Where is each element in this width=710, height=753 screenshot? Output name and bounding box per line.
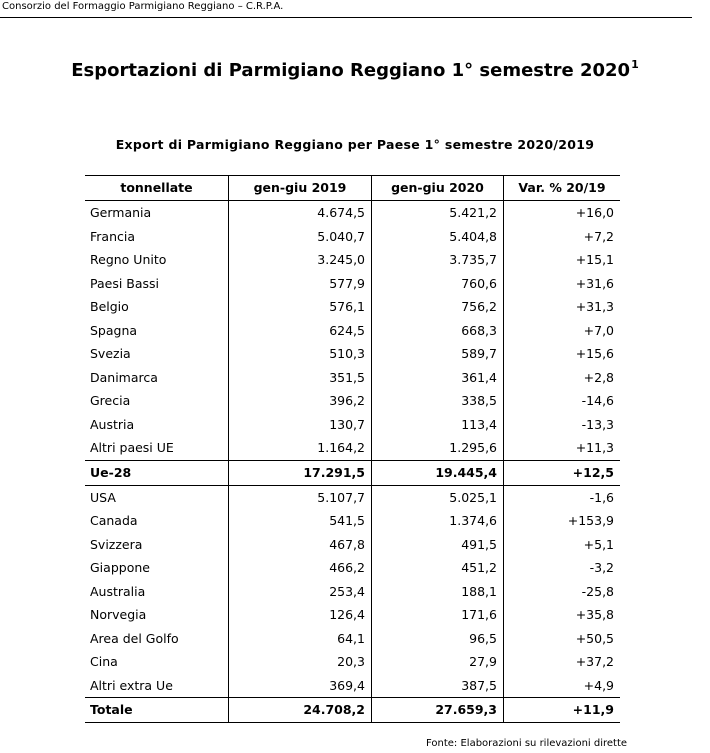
column-header-unit: tonnellate [85,176,229,201]
table-row [85,248,620,272]
value-2019-cell: 467,8 [229,533,372,557]
column-header-change: Var. % 20/19 [504,176,621,201]
column-header-2019: gen-giu 2019 [229,176,372,201]
value-2020-cell: 27,9 [372,650,504,674]
table-body [85,201,620,723]
change-pct-cell: +153,9 [504,509,621,533]
change-pct-cell: -14,6 [504,389,621,413]
change-pct-cell: +7,0 [504,319,621,343]
change-pct-cell: -3,2 [504,556,621,580]
value-2019-cell: 4.674,5 [229,201,372,225]
table-caption: Export di Parmigiano Reggiano per Paese 1° semestre 2020/2019 [115,137,595,152]
country-cell: Svizzera [90,536,143,552]
value-2019-cell: 624,5 [229,319,372,343]
source-note: Fonte: Elaborazioni su rilevazioni dirette [426,738,628,749]
value-2019-cell: 576,1 [229,295,372,319]
change-pct-cell: +5,1 [504,533,621,557]
change-pct-cell: +31,6 [504,272,621,296]
value-2020-cell: 760,6 [372,272,504,296]
change-pct-cell: -1,6 [504,485,621,509]
country-cell: Giappone [90,560,150,575]
value-2020-cell: 5.025,1 [372,485,504,509]
table-row [85,650,620,674]
country-cell: Svezia [90,346,131,361]
country-cell: Paesi Bassi [90,275,160,291]
table-header-row [85,176,620,201]
value-2019-cell: 130,7 [229,413,372,437]
table-row [85,603,620,627]
value-2020-cell: 491,5 [372,533,504,557]
country-cell: Grecia [90,393,131,408]
value-2020-cell: 668,3 [372,319,504,343]
column-header-2020: gen-giu 2020 [372,176,504,201]
value-2019-cell: 17.291,5 [229,460,372,485]
change-pct-cell: +37,2 [504,650,621,674]
country-cell: Germania [90,205,152,220]
value-2020-cell: 188,1 [372,580,504,604]
value-2020-cell: 338,5 [372,389,504,413]
value-2019-cell: 466,2 [229,556,372,580]
value-2020-cell: 3.735,7 [372,248,504,272]
organization-name: Consorzio del Formaggio Parmigiano Reggiano – C.R.P.A. [2,1,284,12]
value-2020-cell: 5.421,2 [372,201,504,225]
value-2020-cell: 27.659,3 [372,698,504,723]
country-cell: Area del Golfo [90,630,179,646]
value-2019-cell: 351,5 [229,366,372,390]
value-2020-cell: 1.374,6 [372,509,504,533]
table-row [85,556,620,580]
value-2019-cell: 126,4 [229,603,372,627]
country-cell: Regno Unito [90,252,167,267]
value-2020-cell: 19.445,4 [372,460,504,485]
change-pct-cell: +12,5 [504,460,621,485]
value-2019-cell: 64,1 [229,627,372,651]
country-cell: Francia [90,228,136,244]
value-2019-cell: 253,4 [229,580,372,604]
country-cell: Totale [85,698,229,723]
table-row [85,509,620,533]
country-cell: Cina [90,654,118,669]
country-cell: Belgio [90,299,129,314]
table-row [85,389,620,413]
export-table [85,175,620,723]
value-2020-cell: 756,2 [372,295,504,319]
value-2019-cell: 577,9 [229,272,372,296]
page-title [0,60,710,81]
change-pct-cell: +15,1 [504,248,621,272]
value-2020-cell: 387,5 [372,674,504,698]
change-pct-cell: +50,5 [504,627,621,651]
value-2019-cell: 1.164,2 [229,436,372,460]
value-2019-cell: 3.245,0 [229,248,372,272]
value-2019-cell: 396,2 [229,389,372,413]
table-row [85,342,620,366]
country-cell: Spagna [90,322,138,338]
value-2020-cell: 96,5 [372,627,504,651]
change-pct-cell: +35,8 [504,603,621,627]
change-pct-cell: +15,6 [504,342,621,366]
change-pct-cell: -25,8 [504,580,621,604]
country-cell: Norvegia [90,607,147,622]
footnote-marker: 1 [631,58,639,71]
table-row [85,413,620,437]
table-row [85,366,620,390]
change-pct-cell: +11,3 [504,436,621,460]
country-cell: Danimarca [90,369,158,385]
value-2020-cell: 1.295,6 [372,436,504,460]
value-2019-cell: 369,4 [229,674,372,698]
table-row [85,674,620,698]
table-row [85,319,620,343]
country-cell: Austria [90,416,135,432]
page-title-text: Esportazioni di Parmigiano Reggiano 1° semestre 2020 [71,60,631,81]
value-2019-cell: 5.107,7 [229,485,372,509]
country-cell: Altri extra Ue [90,677,173,693]
change-pct-cell: +4,9 [504,674,621,698]
value-2020-cell: 5.404,8 [372,225,504,249]
change-pct-cell: +7,2 [504,225,621,249]
table-row [85,436,620,460]
country-cell: Canada [90,513,138,528]
value-2020-cell: 451,2 [372,556,504,580]
change-pct-cell: +31,3 [504,295,621,319]
value-2019-cell: 20,3 [229,650,372,674]
table-row [85,225,620,249]
value-2019-cell: 510,3 [229,342,372,366]
change-pct-cell: +2,8 [504,366,621,390]
table-row [85,485,620,509]
country-cell: Australia [90,583,146,599]
value-2019-cell: 5.040,7 [229,225,372,249]
value-2020-cell: 113,4 [372,413,504,437]
country-cell: USA [90,489,116,505]
change-pct-cell: +16,0 [504,201,621,225]
table-row [85,295,620,319]
change-pct-cell: +11,9 [504,698,621,723]
value-2020-cell: 171,6 [372,603,504,627]
value-2019-cell: 24.708,2 [229,698,372,723]
grand-total-row [85,698,620,723]
table-row [85,627,620,651]
eu-total-row [85,460,620,485]
value-2019-cell: 541,5 [229,509,372,533]
value-2020-cell: 589,7 [372,342,504,366]
table-row [85,272,620,296]
document-header [0,0,692,18]
table-row [85,201,620,225]
change-pct-cell: -13,3 [504,413,621,437]
country-cell: Ue-28 [85,460,229,485]
value-2020-cell: 361,4 [372,366,504,390]
table-row [85,533,620,557]
country-cell: Altri paesi UE [90,440,174,455]
table-row [85,580,620,604]
